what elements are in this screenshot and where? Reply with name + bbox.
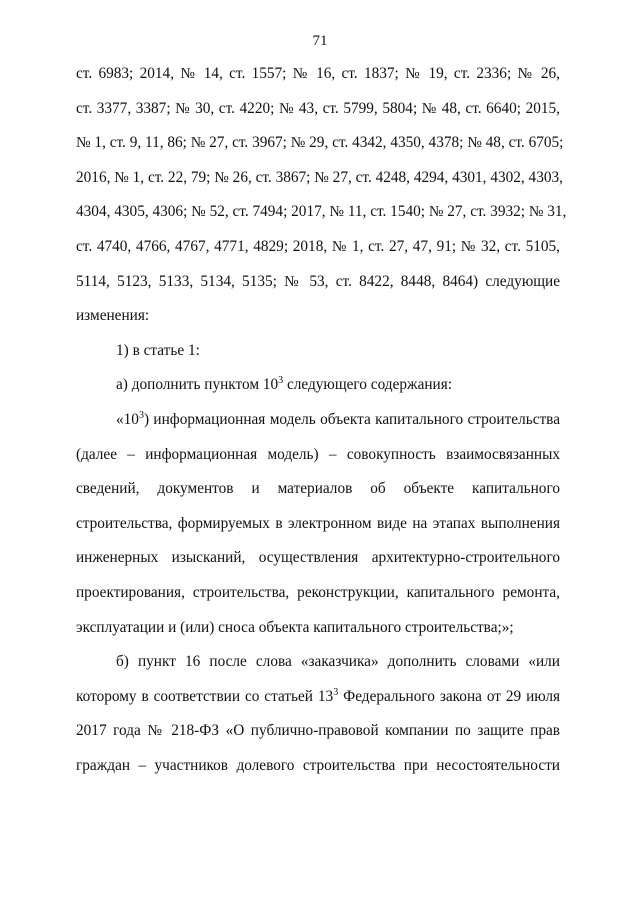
text-fragment: следующего содержания: — [283, 376, 453, 394]
text-line: 1) в статье 1: — [116, 341, 200, 359]
text-line: сведений, документов и материалов об объекте капитального — [76, 480, 560, 498]
text-fragment: которому в соответствии со статьей 13 — [76, 687, 334, 705]
text-line: № 1, ст. 9, 11, 86; № 27, ст. 3967; № 29, ст. 4342, 4350, 4378; № 48, ст. 6705; — [76, 134, 564, 152]
page-number: 71 — [312, 33, 328, 49]
text-line: ст. 3377, 3387; № 30, ст. 4220; № 43, ст. 5799, 5804; № 48, ст. 6640; 2015, — [76, 99, 560, 117]
text-line-with-superscript — [76, 375, 560, 410]
text-fragment: «10 — [116, 410, 139, 428]
superscript: 3 — [278, 375, 284, 387]
text-line: эксплуатации и (или) сноса объекта капитального строительства;»; — [76, 618, 514, 636]
text-line: граждан – участников долевого строительства при несостоятельности — [76, 756, 560, 774]
superscript: 3 — [138, 409, 144, 421]
text-line: (далее – информационная модель) – совокупность взаимосвязанных — [76, 445, 560, 463]
text-line-with-superscript — [76, 410, 560, 445]
text-line: б) пункт 16 после слова «заказчика» дополнить словами «или — [116, 653, 560, 671]
text-line: ст. 6983; 2014, № 14, ст. 1557; № 16, ст. 1837; № 19, ст. 2336; № 26, — [76, 65, 560, 82]
text-line: ст. 4740, 4766, 4767, 4771, 4829; 2018, № 1, ст. 27, 47, 91; № 32, ст. 5105, — [76, 237, 560, 255]
document-body — [76, 64, 567, 790]
text-line-with-superscript — [76, 687, 560, 722]
text-line: строительства, формируемых в электронном виде на этапах выполнения — [76, 514, 560, 532]
text-fragment: а) дополнить пунктом 10 — [116, 376, 279, 394]
text-fragment: ) информационная модель объекта капитального строительства — [143, 410, 560, 428]
text-line: проектирования, строительства, реконструкции, капитального ремонта, — [76, 583, 560, 601]
text-line: 4304, 4305, 4306; № 52, ст. 7494; 2017, № 11, ст. 1540; № 27, ст. 3932; № 31, — [76, 203, 567, 221]
text-line: 5114, 5123, 5133, 5134, 5135; № 53, ст. 8422, 8448, 8464) следующие — [76, 272, 560, 290]
text-line: изменения: — [76, 307, 150, 325]
text-line: 2017 года № 218-ФЗ «О публично-правовой компании по защите прав — [76, 722, 560, 740]
text-line: инженерных изысканий, осуществления архитектурно-строительного — [76, 549, 560, 567]
superscript: 3 — [333, 686, 339, 698]
text-fragment: Федерального закона от 29 июля — [338, 687, 560, 705]
text-line: 2016, № 1, ст. 22, 79; № 26, ст. 3867; № 27, ст. 4248, 4294, 4301, 4302, 4303, — [76, 168, 563, 186]
